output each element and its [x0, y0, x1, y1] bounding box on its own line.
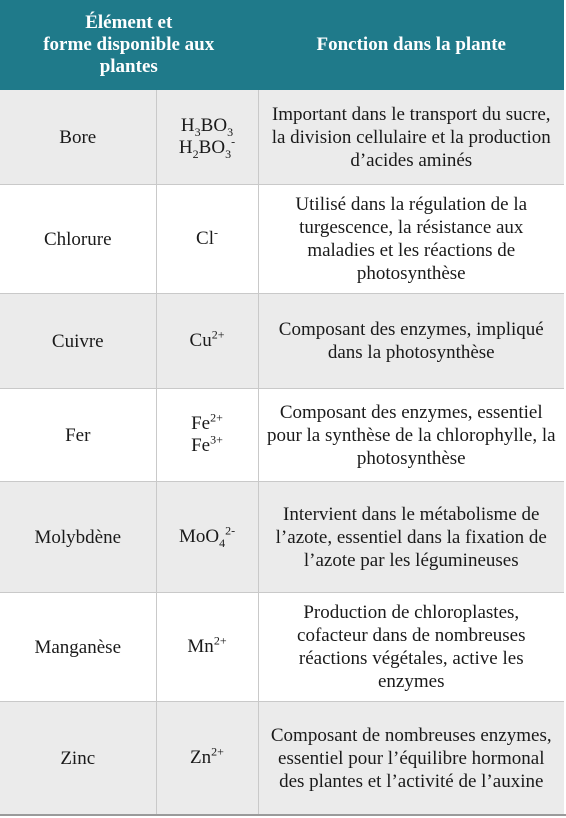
available-form [156, 482, 258, 593]
table-row [0, 702, 564, 815]
formula: $Mn^{2+}$ [187, 633, 227, 657]
plant-function: Utilisé dans la régulation de la turgescence, la résistance aux maladies et les réactions de photosynthèse [258, 185, 564, 294]
header-function: Fonction dans la plante [258, 0, 564, 90]
element-name: Cuivre [0, 294, 156, 389]
table-row [0, 482, 564, 593]
element-name: Molybdène [0, 482, 156, 593]
table-row [0, 593, 564, 702]
element-name: Bore [0, 90, 156, 185]
table-header [0, 0, 564, 90]
table-body [0, 90, 564, 815]
table-row [0, 90, 564, 185]
available-form [156, 389, 258, 482]
table-row [0, 185, 564, 294]
available-form [156, 294, 258, 389]
plant-function: Production de chloroplastes, cofacteur dans de nombreuses réactions végétales, active les enzymes [258, 593, 564, 702]
plant-function: Composant des enzymes, essentiel pour la synthèse de la chlorophylle, la photosynthèse [258, 389, 564, 482]
formula: $H_3BO_3$ [180, 115, 234, 139]
header-element-line-3: plantes [99, 56, 158, 77]
available-form [156, 593, 258, 702]
header-element-form [0, 0, 258, 90]
table-row [0, 294, 564, 389]
table-row [0, 389, 564, 482]
formula: $Fe^{2+}$ [191, 410, 223, 434]
header-element-line-1: Élément et [85, 12, 173, 33]
element-name: Chlorure [0, 185, 156, 294]
bottom-rule [0, 814, 566, 816]
plant-function: Important dans le transport du sucre, la division cellulaire et la production d’acides aminés [258, 90, 564, 185]
element-name: Zinc [0, 702, 156, 815]
plant-function: Composant des enzymes, impliqué dans la photosynthèse [258, 294, 564, 389]
available-form [156, 90, 258, 185]
formula: Cl- [196, 225, 218, 249]
element-name: Fer [0, 389, 156, 482]
formula: MoO$_4^{2-}$ [178, 523, 236, 550]
formula: $Cu^{2+}$ [189, 327, 225, 351]
formula: $Fe^{3+}$ [191, 432, 223, 456]
available-form [156, 702, 258, 815]
formula: $Zn^{2+}$ [190, 744, 224, 768]
plant-function: Composant de nombreuses enzymes, essentiel pour l’équilibre hormonal des plantes et l’activité de l’auxine [258, 702, 564, 815]
formula: $H_2BO_3^-$ [178, 134, 236, 161]
available-form [156, 185, 258, 294]
header-element-line-2: forme disponible aux [43, 34, 215, 55]
element-name: Manganèse [0, 593, 156, 702]
plant-function: Intervient dans le métabolisme de l’azote, essentiel dans la fixation de l’azote par les légumineuses [258, 482, 564, 593]
